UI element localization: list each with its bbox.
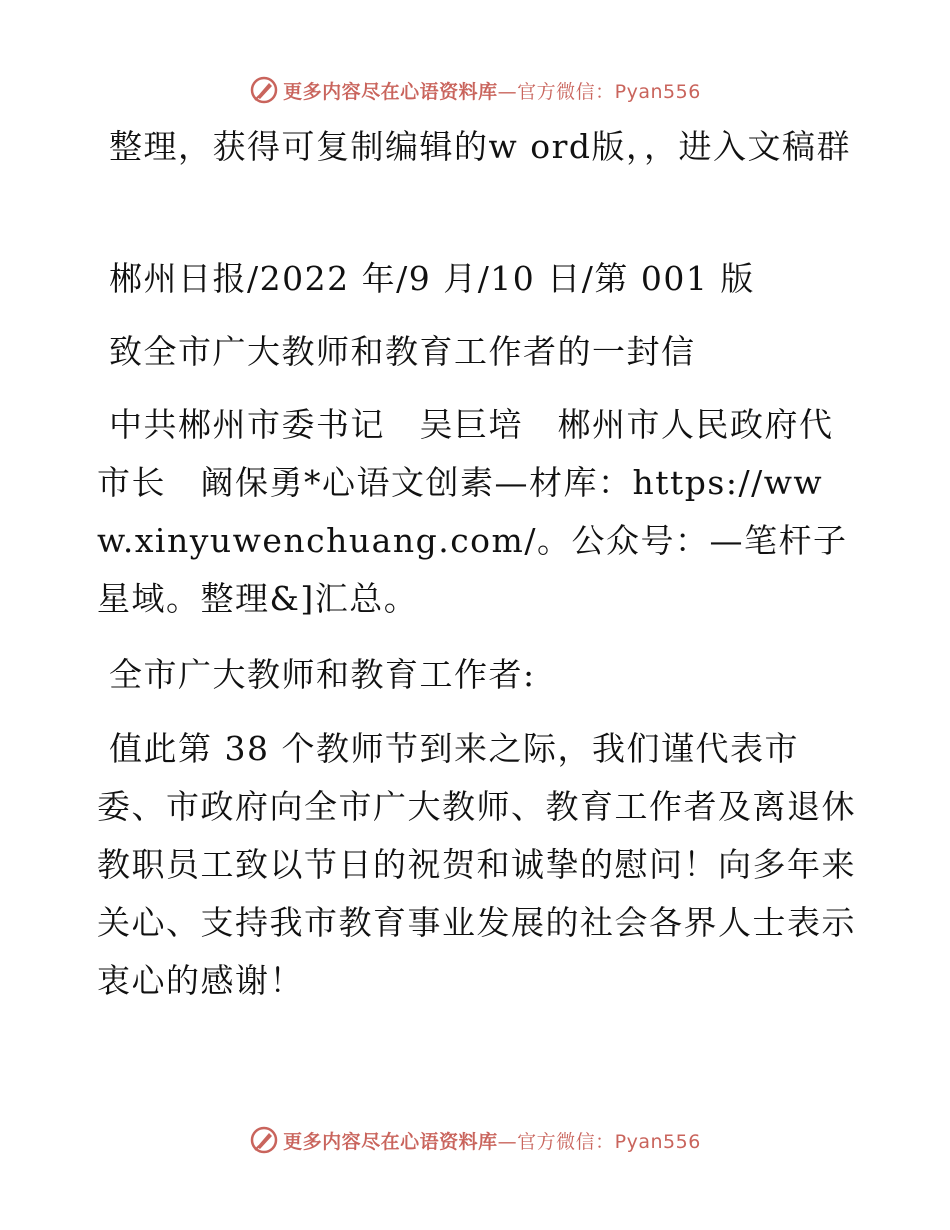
intro-paragraph: 整理，获得可复制编辑的w ord版，，进入文稿群: [109, 127, 852, 166]
header-banner-text[interactable]: [283, 77, 701, 104]
quill-seal-icon: [249, 75, 279, 105]
footer-banner-main: 更多内容尽在心语资料库: [283, 1130, 498, 1153]
footer-banner: [0, 1120, 950, 1160]
quill-seal-icon: [249, 1125, 279, 1155]
salutation: 全市广大教师和教育工作者:: [109, 655, 536, 694]
header-banner: [0, 70, 950, 110]
header-banner-suffix: —官方微信：Pyan556: [497, 80, 701, 103]
footer-banner-text[interactable]: [283, 1127, 701, 1154]
source-line: 郴州日报/2022 年/9 月/10 日/第 001 版: [109, 259, 755, 298]
header-banner-main: 更多内容尽在心语资料库: [283, 80, 498, 103]
letter-title: 致全市广大教师和教育工作者的一封信: [109, 332, 696, 371]
authors-paragraph: 中共郴州市委书记 吴巨培 郴州市人民政府代市长 阚保勇*心语文创素—材库：https://www.xinyuwenchuang.com/。公众号：—笔杆子星域。整理&]汇总。: [97, 405, 848, 618]
body-paragraph: 值此第 38 个教师节到来之际，我们谨代表市委、市政府向全市广大教师、教育工作者及离退休教职员工致以节日的祝贺和诚挚的慰问！向多年来关心、支持我市教育事业发展的社会各界人士表示衷心的感谢！: [97, 729, 856, 1000]
footer-banner-suffix: —官方微信：Pyan556: [497, 1130, 701, 1153]
